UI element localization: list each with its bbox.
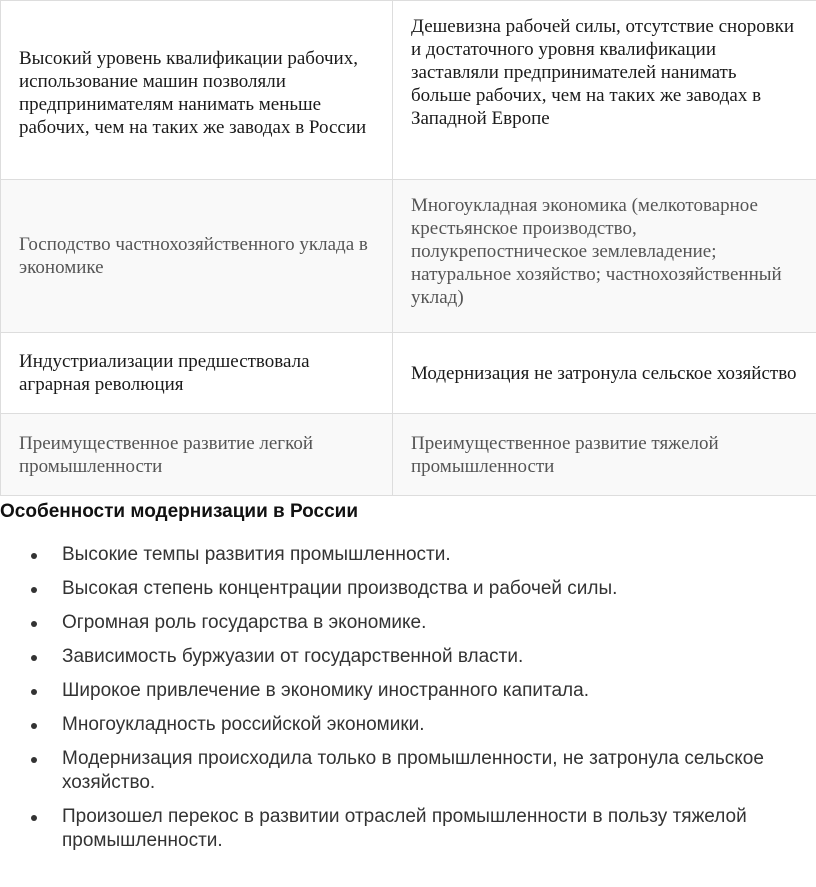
list-item-text: Широкое привлечение в экономику иностранного капитала. [62, 680, 589, 701]
table-cell-left: Индустриализации предшествовала аграрная революция [1, 333, 393, 414]
list-item [62, 805, 816, 853]
table-cell-left: Высокий уровень квалификации рабочих, использование машин позволяли предпринимателям нанимать меньше рабочих, чем на таких же заводах в России [1, 1, 393, 180]
list-item [62, 747, 816, 795]
table-cell-right: Преимущественное развитие тяжелой промышленности [393, 414, 816, 496]
table-cell-right: Многоукладная экономика (мелкотоварное крестьянское производство, полукрепостническое землевладение; натуральное хозяйство; частнохозяйственный уклад) [393, 180, 816, 333]
features-list [0, 543, 816, 863]
table-row [1, 1, 816, 180]
table-cell-left: Преимущественное развитие легкой промышленности [1, 414, 393, 496]
bullet-icon [31, 553, 37, 559]
list-item [62, 543, 816, 567]
list-item-text: Многоукладность российской экономики. [62, 714, 425, 735]
table-row [1, 414, 816, 496]
bullet-icon [31, 655, 37, 661]
list-item [62, 611, 816, 635]
list-item-text: Высокие темпы развития промышленности. [62, 544, 451, 565]
list-item-text: Модернизация происходила только в промышленности, не затронула сельское хозяйство. [62, 748, 764, 793]
bullet-icon [31, 689, 37, 695]
bullet-icon [31, 757, 37, 763]
list-item [62, 679, 816, 703]
bullet-icon [31, 815, 37, 821]
list-item [62, 713, 816, 737]
list-item-text: Высокая степень концентрации производства и рабочей силы. [62, 578, 618, 599]
table-cell-left: Господство частнохозяйственного уклада в экономике [1, 180, 393, 333]
table-cell-right: Дешевизна рабочей силы, отсутствие сноровки и достаточного уровня квалификации заставляли предпринимателей нанимать больше рабочих, чем на таких же заводах в Западной Европе [393, 1, 816, 180]
bullet-icon [31, 723, 37, 729]
table-row [1, 180, 816, 333]
bullet-icon [31, 621, 37, 627]
list-item [62, 645, 816, 669]
list-item [62, 577, 816, 601]
table-cell-right: Модернизация не затронула сельское хозяйство [393, 333, 816, 414]
list-item-text: Произошел перекос в развитии отраслей промышленности в пользу тяжелой промышленности. [62, 806, 747, 851]
bullet-icon [31, 587, 37, 593]
list-item-text: Зависимость буржуазии от государственной власти. [62, 646, 524, 667]
section-heading: Особенности модернизации в России [0, 501, 359, 522]
list-item-text: Огромная роль государства в экономике. [62, 612, 427, 633]
table-row [1, 333, 816, 414]
